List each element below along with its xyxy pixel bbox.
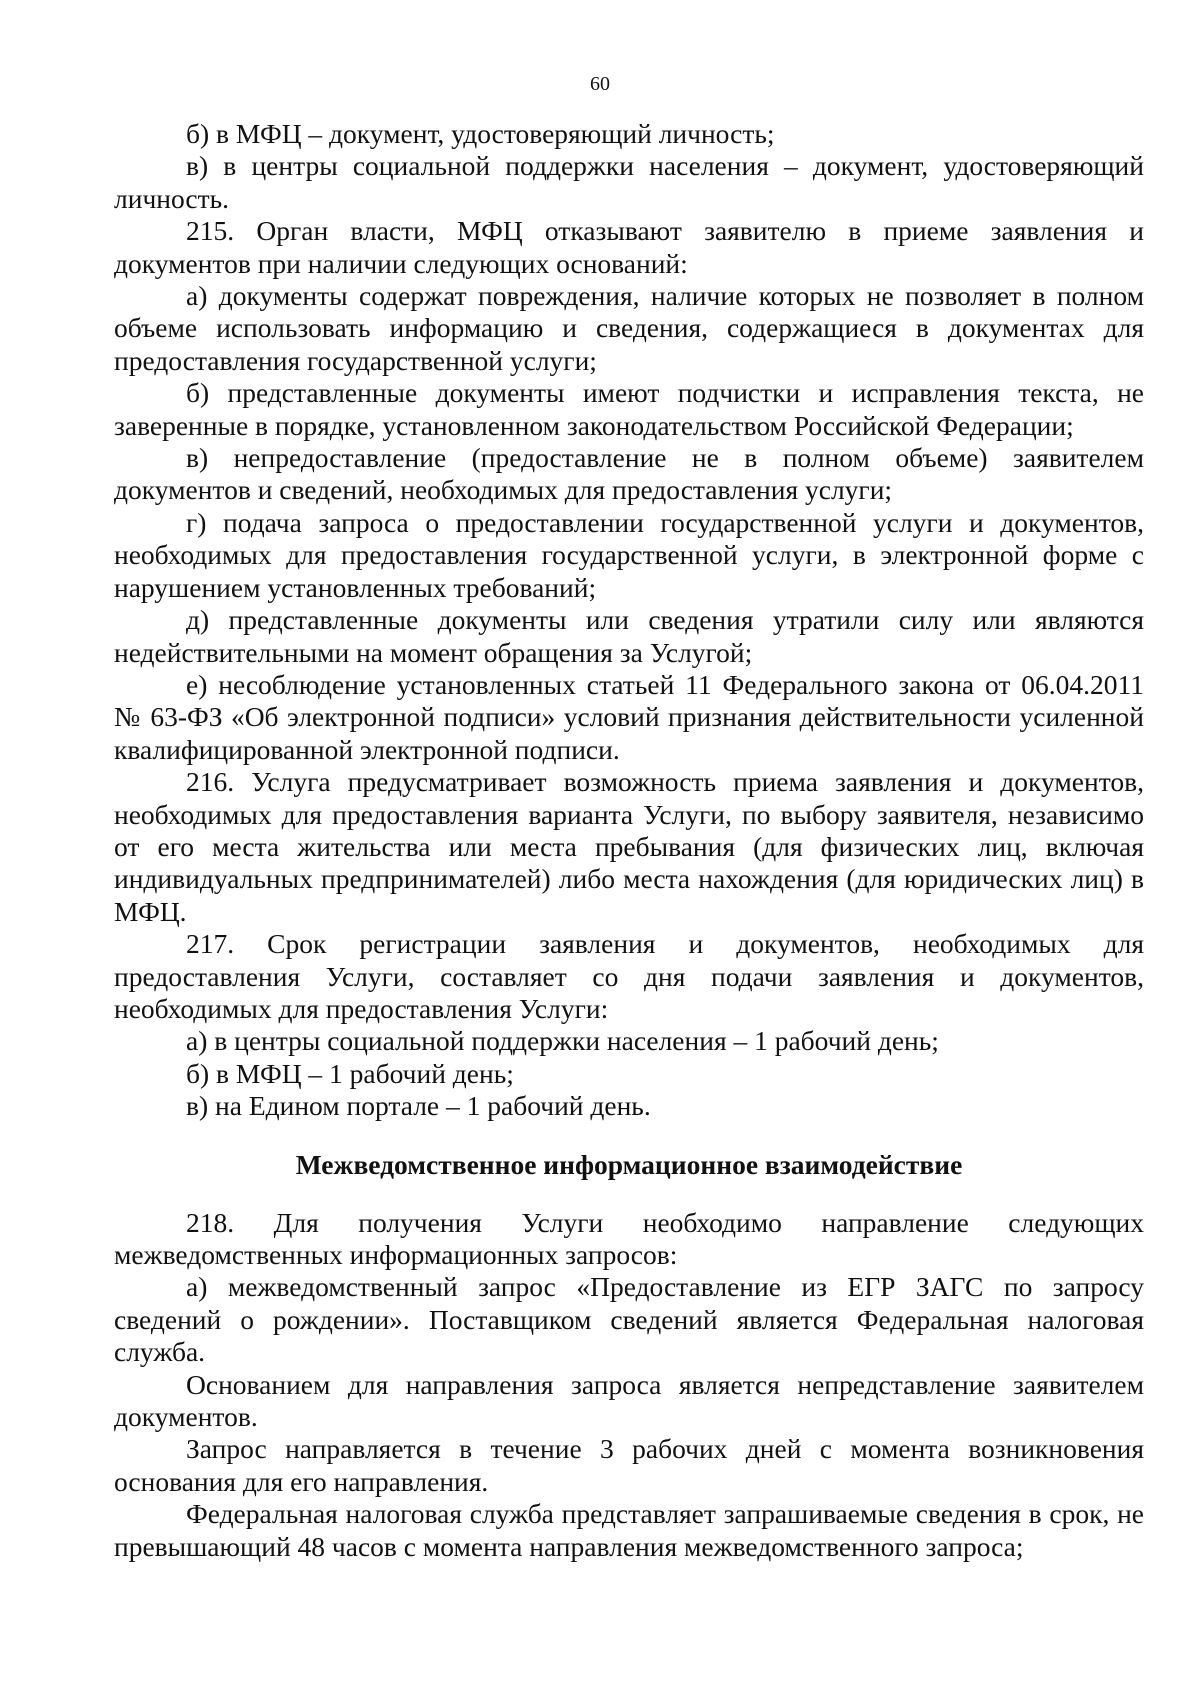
paragraph: д) представленные документы или сведения утратили силу или являются недействительными на момент обращения за Услугой; xyxy=(114,604,1144,668)
paragraph: 218. Для получения Услуги необходимо направление следующих межведомственных информационных запросов: xyxy=(114,1206,1144,1270)
paragraph: а) в центры социальной поддержки населения – 1 рабочий день; xyxy=(186,1025,939,1057)
paragraph: б) в МФЦ – 1 рабочий день; xyxy=(186,1057,514,1089)
paragraph: 217. Срок регистрации заявления и документов, необходимых для предоставления Услуги, составляет со дня подачи заявления и документов, необходимых для предоставления Услуги: xyxy=(114,928,1144,1024)
page-number: 60 xyxy=(590,73,610,95)
paragraph: Запрос направляется в течение 3 рабочих дней с момента возникновения основания для его направления. xyxy=(114,1433,1144,1497)
paragraph: Основанием для направления запроса является непредставление заявителем документов. xyxy=(114,1368,1144,1433)
paragraph: б) представленные документы имеют подчистки и исправления текста, не заверенные в порядке, установленном законодательством Российской Федерации; xyxy=(114,377,1144,441)
paragraph: 215. Орган власти, МФЦ отказывают заявителю в приеме заявления и документов при наличии следующих оснований: xyxy=(114,215,1144,279)
document-body xyxy=(114,118,1144,1563)
paragraph: Федеральная налоговая служба представляет запрашиваемые сведения в срок, не превышающий 48 часов с момента направления межведомственного запроса; xyxy=(114,1498,1144,1562)
paragraph: в) на Едином портале – 1 рабочий день. xyxy=(186,1090,651,1122)
paragraph: в) непредоставление (предоставление не в полном объеме) заявителем документов и сведений, необходимых для предоставления услуги; xyxy=(114,442,1144,506)
paragraph: а) межведомственный запрос «Предоставление из ЕГР ЗАГС по запросу сведений о рождении». Поставщиком сведений является Федеральная налоговая служба. xyxy=(114,1271,1144,1368)
paragraph: г) подача запроса о предоставлении государственной услуги и документов, необходимых для предоставления государственной услуги, в электронной форме с нарушением установленных требований; xyxy=(114,506,1144,603)
paragraph: а) документы содержат повреждения, наличие которых не позволяет в полном объеме использовать информацию и сведения, содержащиеся в документах для предоставления государственной услуги; xyxy=(114,280,1144,376)
paragraph: в) в центры социальной поддержки населения – документ, удостоверяющий личность. xyxy=(114,150,1144,214)
paragraph: е) несоблюдение установленных статьей 11 Федерального закона от 06.04.2011 № 63-ФЗ «Об электронной подписи» условий признания действительности усиленной квалифицированной электронной подписи. xyxy=(114,668,1144,765)
section-heading: Межведомственное информационное взаимодействие xyxy=(295,1148,963,1180)
paragraph: б) в МФЦ – документ, удостоверяющий личность; xyxy=(186,118,775,149)
paragraph: 216. Услуга предусматривает возможность приема заявления и документов, необходимых для предоставления варианта Услуги, по выбору заявителя, независимо от его места жительства или места пребывания (для физических лиц, включая индивидуальных предпринимателей) либо места нахождения (для юридических лиц) в МФЦ. xyxy=(114,766,1144,927)
